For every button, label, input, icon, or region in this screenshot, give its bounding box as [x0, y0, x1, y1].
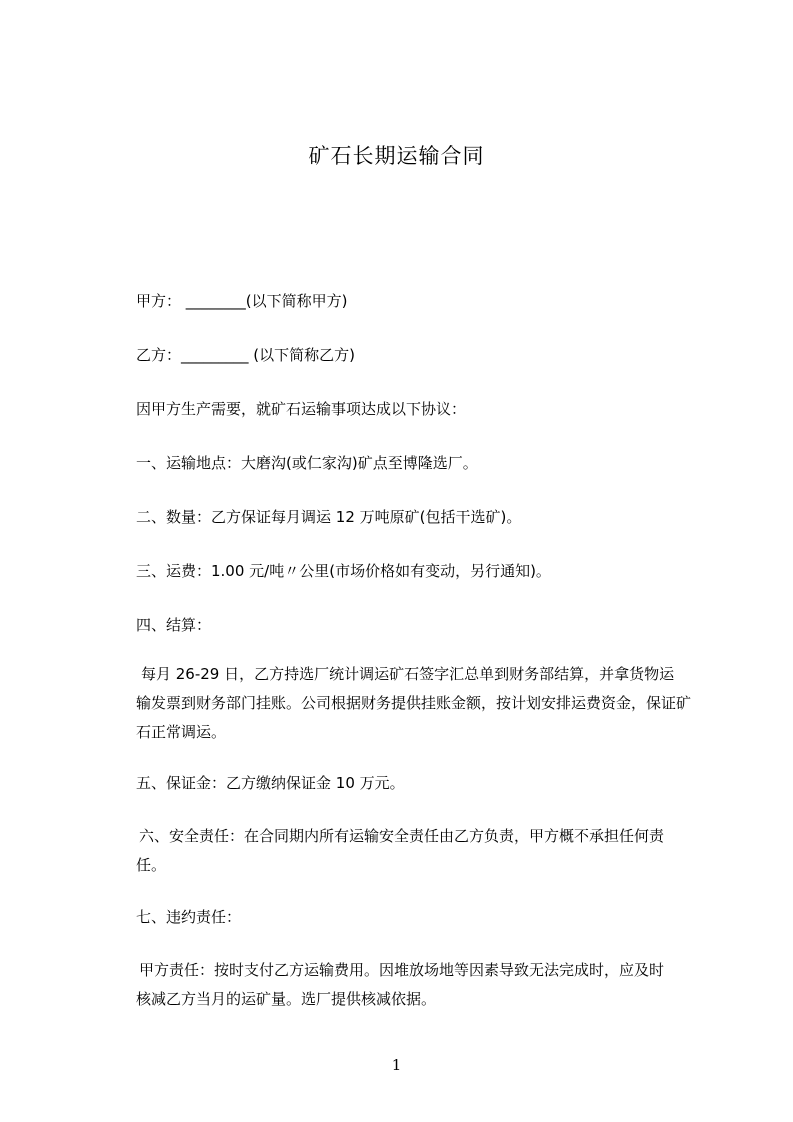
safety-line-1: 六、安全责任：在合同期内所有运输安全责任由乙方负责，甲方概不承担任何责	[139, 827, 665, 845]
clause-liability-heading: 七、违约责任：	[136, 908, 242, 926]
page-number: 1	[391, 1056, 402, 1074]
clause-settlement-heading: 四、结算：	[136, 616, 212, 634]
safety-line-2: 任。	[136, 856, 167, 874]
settlement-line-2: 输发票到财务部门挂账。公司根据财务提供挂账金额，按计划安排运费资金，保证矿	[136, 694, 692, 712]
clause-freight: 三、运费：1.00 元/吨〃公里(市场价格如有变动，另行通知)。	[136, 562, 551, 580]
clause-safety	[136, 822, 704, 880]
liability-line-2: 核减乙方当月的运矿量。选厂提供核减依据。	[136, 990, 437, 1008]
party-a-line: 甲方： ________(以下简称甲方)	[136, 292, 348, 310]
clause-transport-location: 一、运输地点：大磨沟(或仁家沟)矿点至博隆选厂。	[136, 454, 478, 472]
intro-line: 因甲方生产需要，就矿石运输事项达成以下协议：	[136, 400, 467, 418]
clause-settlement-body	[136, 660, 704, 747]
clause-liability-party-a	[136, 956, 704, 1014]
clause-deposit: 五、保证金：乙方缴纳保证金 10 万元。	[136, 774, 405, 792]
settlement-line-1: 每月 26-29 日，乙方持选厂统计调运矿石签字汇总单到财务部结算，并拿货物运	[141, 665, 675, 683]
party-b-line: 乙方：_________ (以下简称乙方)	[136, 346, 355, 364]
clause-quantity: 二、数量：乙方保证每月调运 12 万吨原矿(包括干选矿)。	[136, 508, 522, 526]
document-title: 矿石长期运输合同	[308, 144, 485, 168]
settlement-line-3: 石正常调运。	[136, 723, 227, 741]
liability-line-1: 甲方责任：按时支付乙方运输费用。因堆放场地等因素导致无法完成时，应及时	[139, 961, 665, 979]
